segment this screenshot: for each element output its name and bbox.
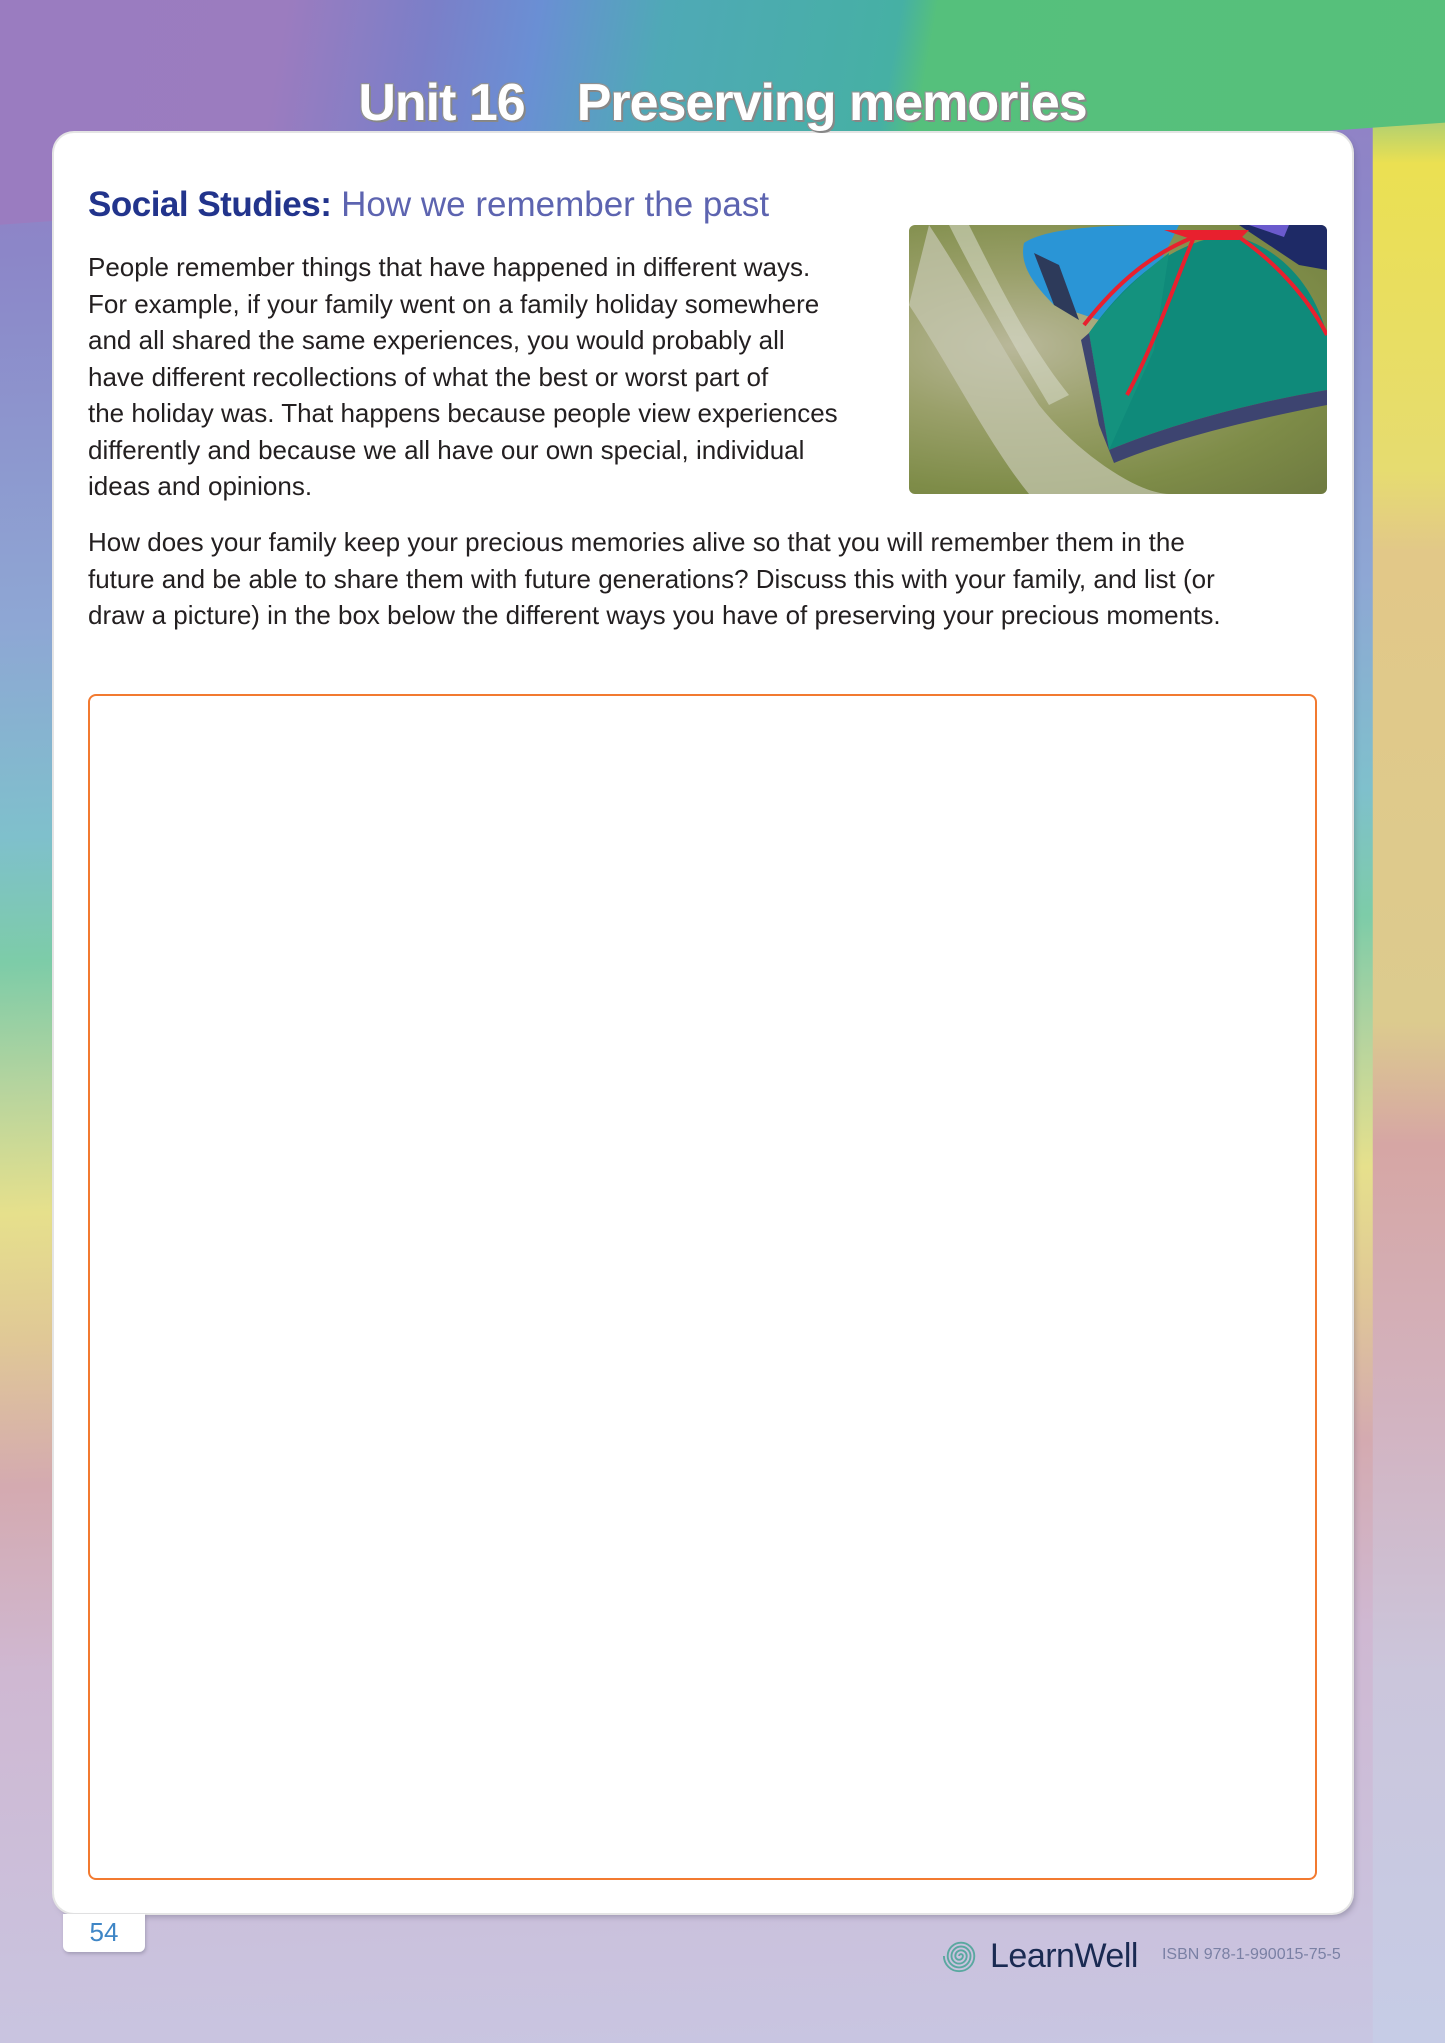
intro-line: For example, if your family went on a family holiday somewhere bbox=[88, 288, 820, 319]
subject-label: Social Studies: bbox=[88, 185, 332, 224]
intro-paragraph bbox=[88, 249, 918, 505]
isbn: ISBN 978-1-990015-75-5 bbox=[1161, 1946, 1341, 1963]
spiral-logo-icon bbox=[942, 1936, 980, 1976]
intro-line: People remember things that have happened in different ways. bbox=[88, 252, 811, 282]
brand-name: LearnWell bbox=[990, 1936, 1138, 1975]
intro-line: and all shared the same experiences, you would probably all bbox=[88, 325, 785, 355]
intro-line: have different recollections of what the best or worst part of bbox=[88, 361, 769, 392]
page-number: 54 bbox=[63, 1914, 145, 1952]
prompt-line: draw a picture) in the box below the different ways you have of preserving your precious moments. bbox=[88, 600, 1221, 630]
publisher-brand bbox=[942, 1936, 1341, 1976]
section-heading bbox=[88, 185, 769, 225]
intro-line: ideas and opinions. bbox=[88, 471, 313, 501]
unit-title bbox=[0, 73, 1445, 133]
answer-box[interactable] bbox=[88, 694, 1317, 1880]
unit-label: Unit 16 bbox=[358, 73, 525, 132]
intro-line: the holiday was. That happens because people view experiences bbox=[88, 398, 838, 428]
instructions-paragraph bbox=[88, 524, 1328, 634]
unit-name: Preserving memories bbox=[576, 73, 1087, 132]
worksheet-page bbox=[54, 133, 1352, 1913]
intro-line: differently and because we all have our own special, individual bbox=[88, 434, 805, 465]
tent-illustration-icon bbox=[909, 225, 1327, 494]
prompt-line: How does your family keep your precious memories alive so that you will remember them in the bbox=[88, 527, 1185, 557]
tent-photo bbox=[909, 225, 1327, 494]
topic-title: How we remember the past bbox=[341, 185, 770, 224]
prompt-line: future and be able to share them with future generations? Discuss this with your family, and list (or bbox=[88, 563, 1215, 594]
